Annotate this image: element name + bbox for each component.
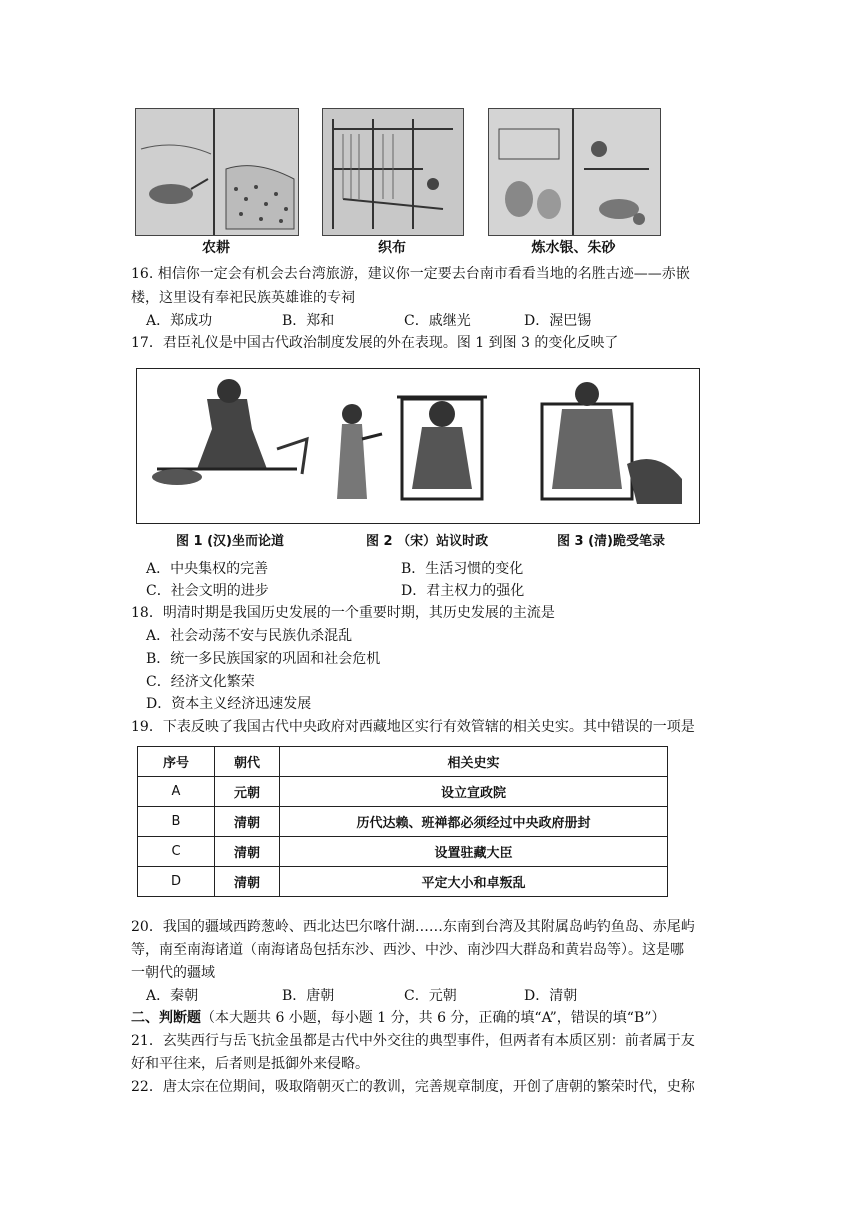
question-20-option-c: C．元朝 <box>404 988 457 1004</box>
table-cell-fact: 平定大小和卓叛乱 <box>280 867 668 897</box>
table-row <box>138 807 668 837</box>
image-caption-refining: 炼水银、朱砂 <box>531 240 616 256</box>
song-figure-illustration <box>337 397 487 499</box>
figure-caption-3: 图 3 (清)跪受笔录 <box>557 534 665 549</box>
tibet-history-table <box>137 746 668 897</box>
table-cell-fact: 历代达赖、班禅都必须经过中央政府册封 <box>280 807 668 837</box>
question-21-line-1: 21．玄奘西行与岳飞抗金虽都是古代中外交往的典型事件，但两者有本质区别：前者属于友 <box>131 1033 695 1049</box>
image-caption-weaving: 织布 <box>378 240 406 256</box>
section-2-title: 二、判断题 <box>131 1010 201 1026</box>
section-2-note: （本大题共 6 小题，每小题 1 分，共 6 分，正确的填“A”，错误的填“B”） <box>201 1010 666 1026</box>
question-22-line-1: 22．唐太宗在位期间，吸取隋朝灭亡的教训，完善规章制度，开创了唐朝的繁荣时代，史称 <box>131 1079 695 1095</box>
question-18-option-a: A．社会动荡不安与民族仇杀混乱 <box>146 628 353 644</box>
question-17-option-a: A．中央集权的完善 <box>146 561 269 577</box>
figure-caption-2: 图 2 （宋）站议时政 <box>366 534 489 549</box>
question-20-option-a: A．秦朝 <box>146 988 199 1004</box>
table-cell-number: A <box>138 777 215 807</box>
farming-illustration <box>135 108 299 236</box>
question-17-line-1: 17．君臣礼仪是中国古代政治制度发展的外在表现。图 1 到图 3 的变化反映了 <box>131 335 619 351</box>
question-17-option-c: C．社会文明的进步 <box>146 583 269 599</box>
table-cell-number: B <box>138 807 215 837</box>
etiquette-figure-panel <box>136 368 700 524</box>
table-cell-number: C <box>138 837 215 867</box>
table-header-facts: 相关史实 <box>280 747 668 777</box>
question-16-option-a: A．郑成功 <box>146 313 213 329</box>
image-caption-farming: 农耕 <box>202 240 230 256</box>
question-20-option-d: D．清朝 <box>524 988 578 1004</box>
question-20-option-b: B．唐朝 <box>282 988 335 1004</box>
weaving-loom-illustration <box>322 108 464 236</box>
question-21-line-2: 好和平往来，后者则是抵御外来侵略。 <box>131 1056 369 1072</box>
section-2-heading <box>131 1008 665 1028</box>
figure-caption-1: 图 1 (汉)坐而论道 <box>176 534 284 549</box>
question-20-line-3: 一朝代的疆域 <box>131 965 215 981</box>
mercury-refining-illustration <box>488 108 661 236</box>
question-18-option-b: B．统一多民族国家的巩固和社会危机 <box>146 651 381 667</box>
question-16-option-d: D．渥巴锡 <box>524 313 592 329</box>
table-header-row <box>138 747 668 777</box>
question-16-option-c: C．戚继光 <box>404 313 471 329</box>
question-18-option-c: C．经济文化繁荣 <box>146 674 255 690</box>
table-row <box>138 777 668 807</box>
table-cell-dynasty: 元朝 <box>215 777 280 807</box>
question-16-line-2: 楼，这里设有奉祀民族英雄谁的专祠 <box>131 290 355 306</box>
table-cell-number: D <box>138 867 215 897</box>
table-header-number: 序号 <box>138 747 215 777</box>
question-18-option-d: D．资本主义经济迅速发展 <box>146 696 312 712</box>
table-cell-dynasty: 清朝 <box>215 867 280 897</box>
question-16-line-1: 16. 相信你一定会有机会去台湾旅游，建议你一定要去台南市看看当地的名胜古迹——赤嵌 <box>131 266 690 282</box>
han-figure-illustration <box>152 379 307 485</box>
table-cell-dynasty: 清朝 <box>215 807 280 837</box>
table-header-dynasty: 朝代 <box>215 747 280 777</box>
table-cell-dynasty: 清朝 <box>215 837 280 867</box>
question-20-line-1: 20．我国的疆域西跨葱岭、西北达巴尔喀什湖……东南到台湾及其附属岛屿钓鱼岛、赤尾屿 <box>131 919 695 935</box>
question-16-option-b: B．郑和 <box>282 313 335 329</box>
question-20-line-2: 等，南至南海诸道（南海诸岛包括东沙、西沙、中沙、南沙四大群岛和黄岩岛等）。这是哪 <box>131 942 684 958</box>
qing-figure-illustration <box>542 382 682 504</box>
question-18-line-1: 18．明清时期是我国历史发展的一个重要时期，其历史发展的主流是 <box>131 605 555 621</box>
table-cell-fact: 设立宣政院 <box>280 777 668 807</box>
table-cell-fact: 设置驻藏大臣 <box>280 837 668 867</box>
table-row <box>138 837 668 867</box>
table-row <box>138 867 668 897</box>
question-17-option-d: D．君主权力的强化 <box>401 583 525 599</box>
question-17-option-b: B．生活习惯的变化 <box>401 561 524 577</box>
question-19-line-1: 19．下表反映了我国古代中央政府对西藏地区实行有效管辖的相关史实。其中错误的一项是 <box>131 719 695 735</box>
